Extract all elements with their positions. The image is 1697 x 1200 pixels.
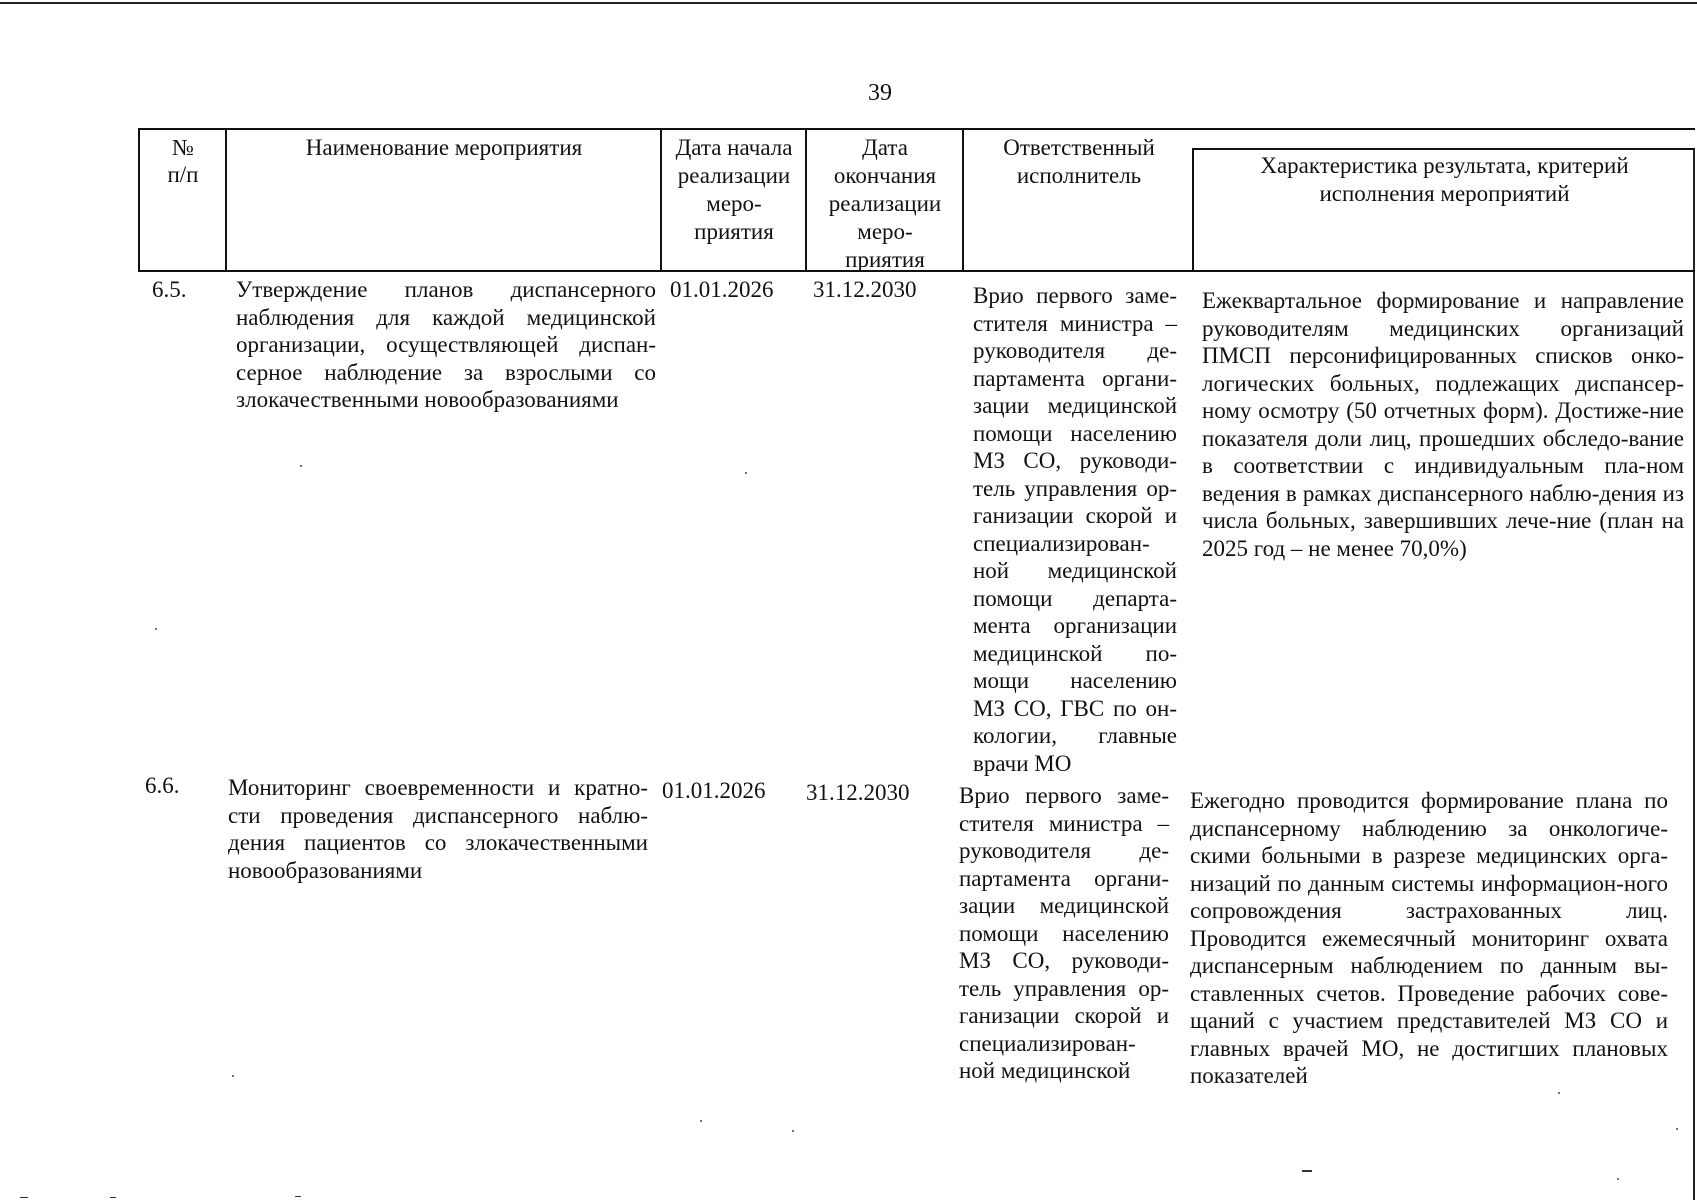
- row-6-6-name: Мониторинг своевременности и кратно-сти проведения диспансерного наблю-дения пациентов со злокачественными новообразованиями: [228, 775, 648, 883]
- row-6-5-num: 6.5.: [152, 277, 187, 302]
- header-num: [138, 130, 226, 270]
- header-start: [660, 130, 806, 270]
- scan-speck: [700, 1120, 702, 1122]
- scan-speck: [1617, 1178, 1619, 1180]
- scan-speck: [1676, 1128, 1678, 1130]
- row-6-6-num: 6.6.: [145, 773, 180, 798]
- header-end-label: Дата окончания реализации меро-приятия: [828, 135, 942, 272]
- row-6-5-start: 01.01.2026: [670, 277, 774, 302]
- header-start-label: Дата начала реализации меро-приятия: [675, 135, 793, 244]
- top-border-line: [0, 2, 1697, 4]
- header-num-label: № п/п: [167, 135, 199, 187]
- scan-speck: [745, 472, 747, 474]
- scan-dash: [1302, 1170, 1312, 1172]
- row-6-6-start: 01.01.2026: [662, 778, 766, 803]
- row-6-6-end: 31.12.2030: [806, 780, 910, 805]
- header-result-label: Характеристика результата, критерий исполнения мероприятий: [1260, 153, 1629, 206]
- scan-dash: [110, 1197, 116, 1198]
- header-name: [225, 130, 661, 270]
- header-name-label: Наименование мероприятия: [305, 135, 583, 160]
- scan-speck: [1558, 1092, 1560, 1094]
- right-border-line: [1693, 150, 1695, 1200]
- page-number: 39: [868, 80, 892, 106]
- scan-speck: [792, 1130, 794, 1132]
- scan-speck: [155, 628, 157, 630]
- row-6-6-result: Ежегодно проводится формирование плана по диспансерному наблюдению за онкологиче-скими больными в разрезе медицинских орга-низаций по данным системы информацион-ного сопровождения застрахованных лиц. Проводится ежемесячный мониторинг охвата диспансерным наблюдением по данным вы-ставленных счетов. Проведение рабочих сове-щаний с участием представителей МЗ СО и главных врачей МО, не достигших плановых показателей: [1190, 788, 1668, 1088]
- header-end: [805, 130, 963, 270]
- scan-speck: [300, 465, 302, 467]
- header-executor: [962, 130, 1194, 270]
- row-6-5-result: Ежеквартальное формирование и направление руководителям медицинских организаций ПМСП персонифицированных списков онко-логических больных, подлежащих диспансер-ному осмотру (50 отчетных форм). Достиже-ние показателя доли лиц, прошедших обследо-вание в соответствии с индивидуальным пла-ном ведения в рамках диспансерного наблю-дения из числа больных, завершивших лече-ние (план на 2025 год – не менее 70,0%): [1202, 288, 1684, 561]
- scan-dash: [20, 1197, 28, 1198]
- row-6-5-name: Утверждение планов диспансерного наблюдения для каждой медицинской организации, осуществляющей диспан-серное наблюдение за взрослыми со злокачественными новообразованиями: [236, 277, 656, 412]
- row-6-5-executor: Врио первого заме-стителя министра – руководителя де-партамента органи-зации медицинской помощи населению МЗ СО, руководи-тель управления ор-ганизации скорой и специализирован-ной медицинской помощи департа-мента организации медицинской по-мощи населению МЗ СО, ГВС по он-кологии, главные врачи МО: [973, 283, 1177, 776]
- row-6-6-executor: Врио первого заме-стителя министра – руководителя де-партамента органи-зации медицинской помощи населению МЗ СО, руководи-тель управления ор-ганизации скорой и специализирован-ной медицинской: [959, 783, 1169, 1083]
- header-executor-label: Ответственный исполнитель: [1003, 135, 1155, 188]
- scan-dash: [295, 1196, 301, 1197]
- row-6-5-end: 31.12.2030: [813, 277, 917, 302]
- header-result: [1192, 148, 1695, 270]
- scan-speck: [232, 1075, 234, 1077]
